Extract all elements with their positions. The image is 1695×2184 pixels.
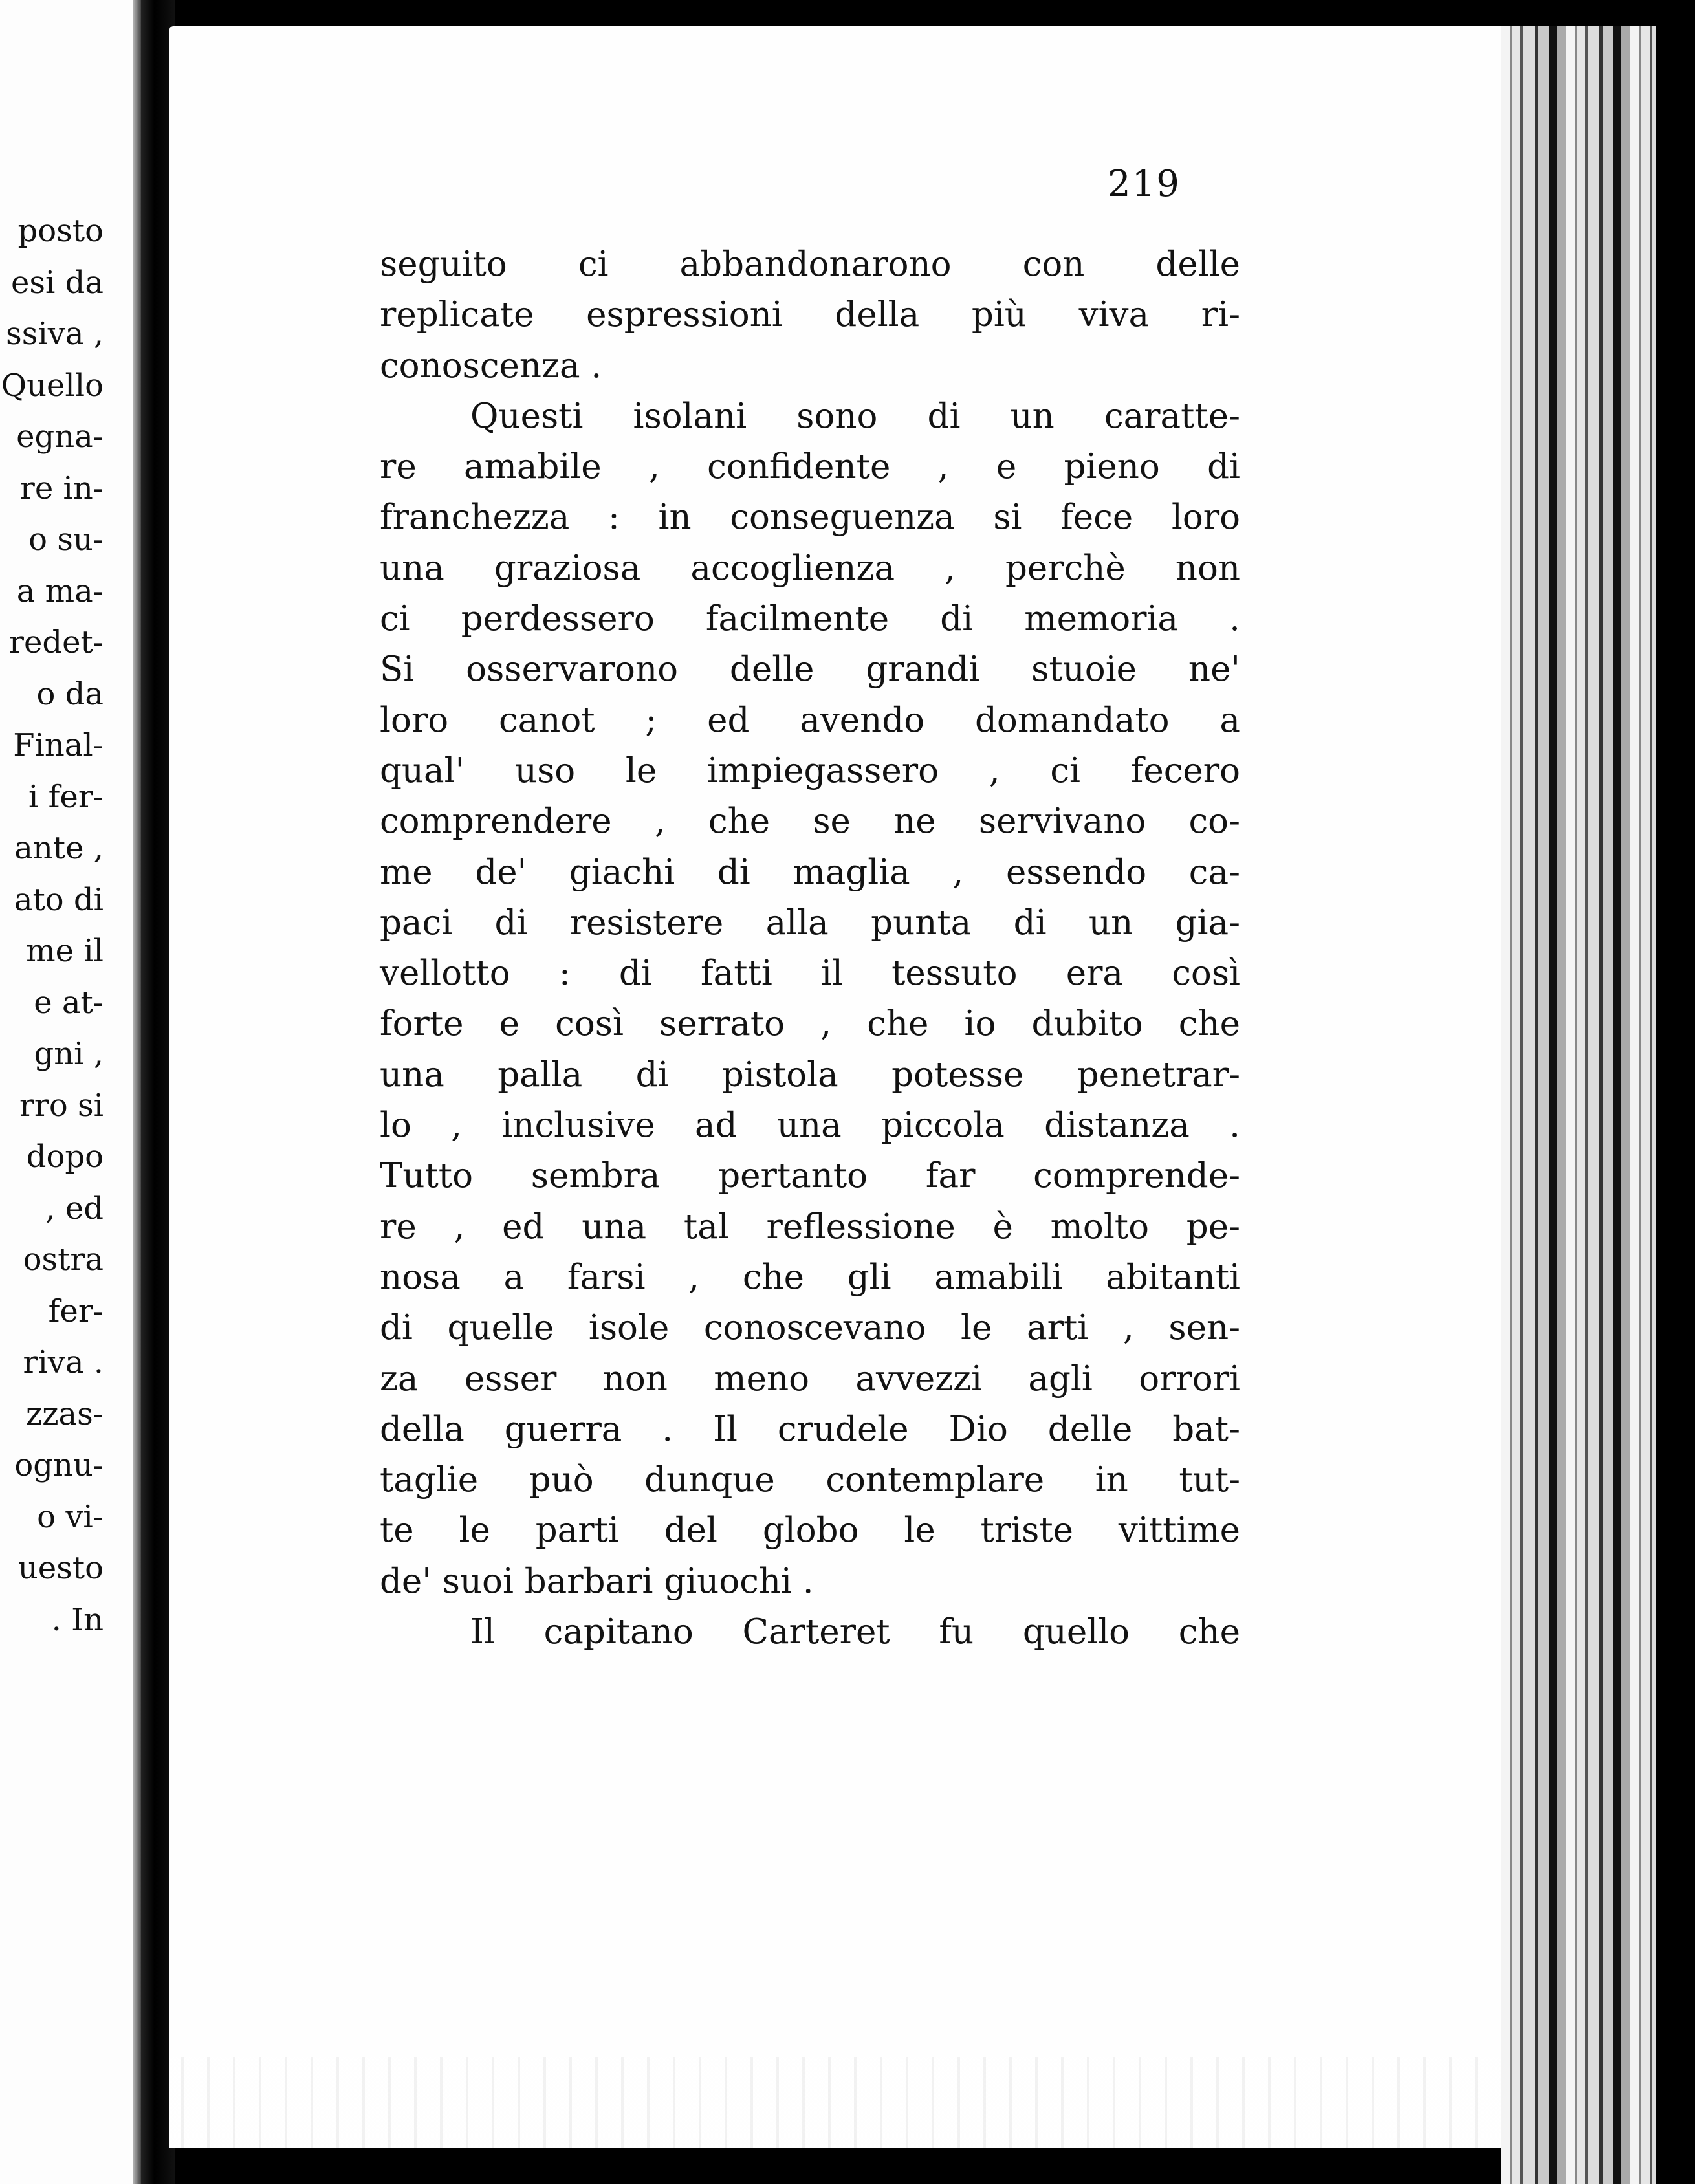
text-line: nosa a farsi , che gli amabili abitanti [380,1257,1240,1297]
text-line: forte e così serrato , che io dubito che [380,1004,1240,1044]
previous-page-line: posto [17,213,104,249]
paragraph-first-line: Il capitano Carteret fu quello che [470,1612,1240,1652]
previous-page-text [1,206,104,1646]
previous-page-line: riva . [23,1344,104,1381]
previous-page-line: e at- [34,984,104,1021]
previous-page-line: ognu- [14,1447,104,1483]
text-line: taglie può dunque contemplare in tut- [380,1460,1240,1500]
text-line: comprendere , che se ne servivano co- [380,802,1240,842]
previous-page-edge [133,0,141,2184]
previous-page-line: , ed [45,1190,104,1227]
previous-page-line: o da [36,675,104,712]
text-line: Tutto sembra pertanto far comprende- [380,1156,1240,1196]
previous-page-line: o su- [28,521,104,558]
previous-page-line: esi da [11,264,104,301]
text-line: za esser non meno avvezzi agli orrori [380,1359,1240,1399]
text-line: Si osservarono delle grandi stuoie ne' [380,650,1240,690]
text-line: della guerra . Il crudele Dio delle bat- [380,1409,1240,1449]
text-line: ci perdessero facilmente di memoria . [380,599,1240,639]
page-bottom-edge [170,2057,1509,2148]
previous-page-line: redet- [9,624,104,661]
previous-page-line: zzas- [25,1395,104,1432]
previous-page-line: Final- [13,727,104,763]
current-page [170,26,1509,2148]
page-number: 219 [1108,163,1181,205]
previous-page [0,0,141,2184]
previous-page-line: ostra [23,1241,104,1278]
text-line: re , ed una tal reflessione è molto pe- [380,1207,1240,1247]
previous-page-line: re in- [19,470,104,507]
previous-page-line: Quello [1,367,104,404]
text-line: lo , inclusive ad una piccola distanza . [380,1106,1240,1146]
previous-page-line: me il [26,933,104,969]
previous-page-line: o vi- [37,1498,104,1535]
previous-page-line: uesto [17,1550,104,1586]
text-line: qual' uso le impiegassero , ci fecero [380,750,1240,791]
text-line: vellotto : di fatti il tessuto era così [380,954,1240,994]
previous-page-line: i fer- [28,778,104,815]
previous-page-line: ato di [14,881,104,918]
previous-page-line: egna- [16,419,104,455]
text-line: me de' giachi di maglia , essendo ca- [380,852,1240,892]
text-line: paci di resistere alla punta di un gia- [380,902,1240,943]
text-line: loro canot ; ed avendo domandato a [380,700,1240,740]
text-line: te le parti del globo le triste vittime [380,1511,1240,1551]
previous-page-line: a ma- [16,573,104,609]
text-line: una graziosa accoglienza , perchè non [380,548,1240,588]
previous-page-line: . In [51,1601,104,1638]
text-line: re amabile , confidente , e pieno di [380,447,1240,487]
scan-background [1656,26,1695,2184]
text-line: seguito ci abbandonarono con delle [380,245,1240,284]
text-line: replicate espressioni della più viva ri- [380,295,1240,335]
previous-page-line: fer- [48,1293,104,1329]
text-line: franchezza : in conseguenza si fece loro [380,497,1240,538]
previous-page-line: gni , [34,1036,104,1072]
text-line: conoscenza . [380,345,602,386]
text-line: di quelle isole conoscevano le arti , sen- [380,1308,1240,1348]
text-line: de' suoi barbari giuochi . [380,1561,814,1601]
text-line: una palla di pistola potesse penetrar- [380,1054,1240,1095]
previous-page-line: ssiva , [6,316,104,352]
page-block-fore-edge [1501,26,1695,2184]
previous-page-line: ante , [14,830,104,866]
previous-page-line: dopo [26,1139,104,1175]
previous-page-line: rro si [19,1087,104,1124]
paragraph-first-line: Questi isolani sono di un caratte- [470,396,1240,436]
page-body-text [380,239,1240,1657]
